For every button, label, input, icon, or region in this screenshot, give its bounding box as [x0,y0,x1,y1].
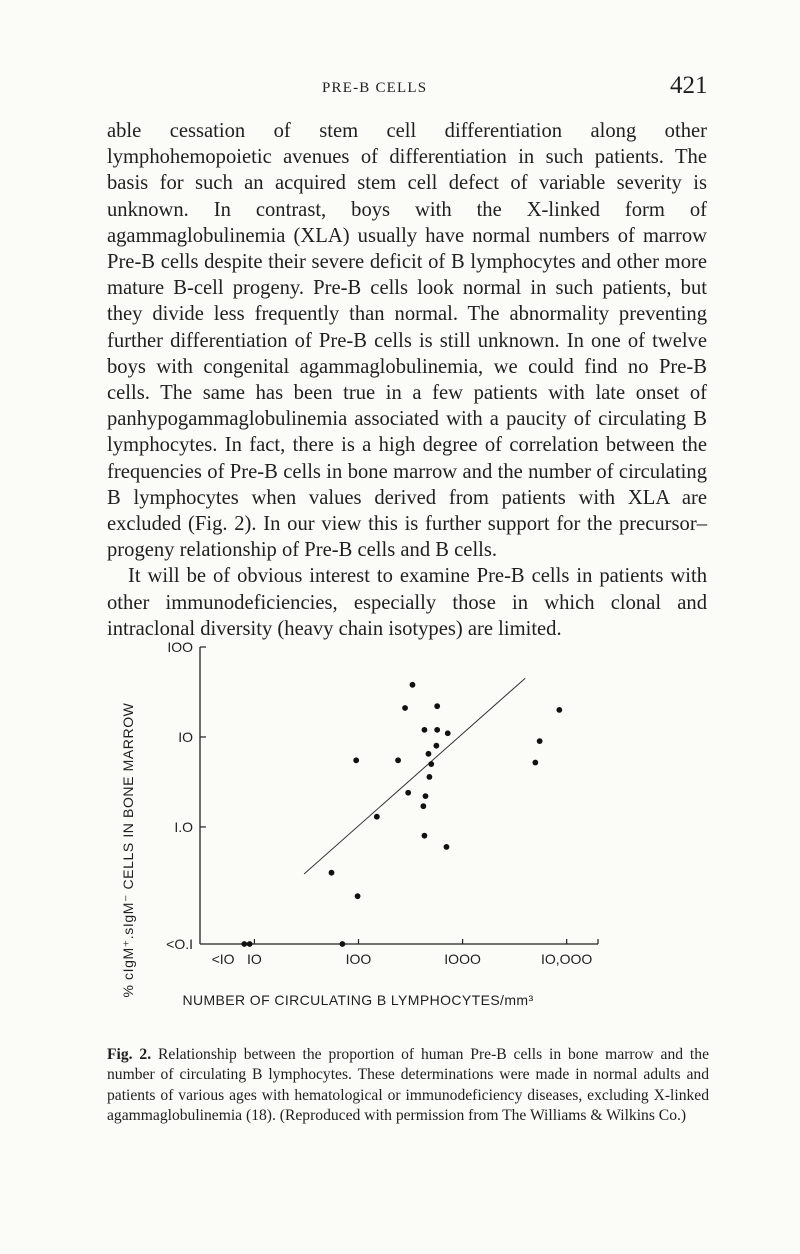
page-header [0,72,800,106]
x-axis-label: NUMBER OF CIRCULATING B LYMPHOCYTES/mm³ [182,992,534,1008]
x-tick-label: IOO [345,951,372,967]
chart-marks [241,678,562,947]
data-point [241,941,247,947]
data-point [395,757,401,763]
data-point [355,893,361,899]
x-tick-label: IOOO [444,951,481,967]
data-point [427,774,433,780]
data-point [434,703,440,709]
caption-text: Relationship between the proportion of human Pre-B cells in bone marrow and the number of circulating B lymphocytes. These determinations were made in normal adults and patients of various ages with hematological or immunodeficiency diseases, excluding X-linked agammaglobulinemia (18). (Reproduced with permission from The Williams & Wilkins Co.) [107,1046,709,1124]
data-point [247,941,253,947]
data-point [402,705,408,711]
data-point [444,844,450,850]
data-point [433,743,439,749]
data-point [339,941,345,947]
data-point [329,870,335,876]
y-tick-label: I.O [174,818,193,835]
y-tick-label: <O.I [166,936,193,952]
data-point [374,814,380,820]
figure-2 [110,625,670,1040]
data-point [556,707,562,713]
data-point [423,793,429,799]
figure-caption [107,1045,709,1126]
data-point [537,738,543,744]
data-point [420,803,426,809]
y-axis-label: % cIgM⁺.sIgM⁻ CELLS IN BONE MARROW [120,702,136,998]
data-point [428,761,434,767]
data-point [405,790,411,796]
data-point [353,757,359,763]
x-tick-label: IO,OOO [540,951,593,967]
reference-line [304,678,525,874]
data-point [426,751,432,757]
data-point [422,727,428,733]
chart-axes [166,639,598,967]
data-point [410,682,416,688]
data-point [434,727,440,733]
x-tick-label: IO [247,951,262,967]
y-tick-label: IOO [167,639,193,655]
paragraph: It will be of obvious interest to examine Pre-B cells in patients with other immunodeficiencies, especially those in which clonal and intraclonal diversity (heavy chain isotypes) are limited. [107,565,707,640]
body-text [107,118,707,642]
page-number: 421 [670,72,708,99]
data-point [445,730,451,736]
running-head: PRE-B CELLS [322,80,428,96]
scatter-chart [110,625,670,1035]
y-tick-label: IO [178,728,193,745]
caption-label: Fig. 2. [107,1046,152,1063]
paragraph: able cessation of stem cell differentiation along other lymphohemopoietic avenues of differentiation in such patients. The basis for such an acquired stem cell defect of variable severity is unknown. In contrast, boys with the X-linked form of agammaglobulinemia (XLA) usually have normal numbers of marrow Pre-B cells despite their severe deficit of B lymphocytes and other more mature B-cell progeny. Pre-B cells look normal in such patients, but they divide less frequently than normal. The abnormality preventing further differentiation of Pre-B cells is still unknown. In one of twelve boys with congenital agammaglobulinemia, we could find no Pre-B cells. The same has been true in a few patients with late onset of panhypogammaglobulinemia associated with a paucity of circulating B lymphocytes. In fact, there is a high degree of correlation between the frequencies of Pre-B cells in bone marrow and the number of circulating B lymphocytes when values derived from patients with XLA are excluded (Fig. 2). In our view this is further support for the precursor–progeny relationship of Pre-B cells and B cells. [107,120,707,562]
x-tick-label: <IO [211,951,235,967]
data-point [532,760,538,766]
data-point [422,833,428,839]
